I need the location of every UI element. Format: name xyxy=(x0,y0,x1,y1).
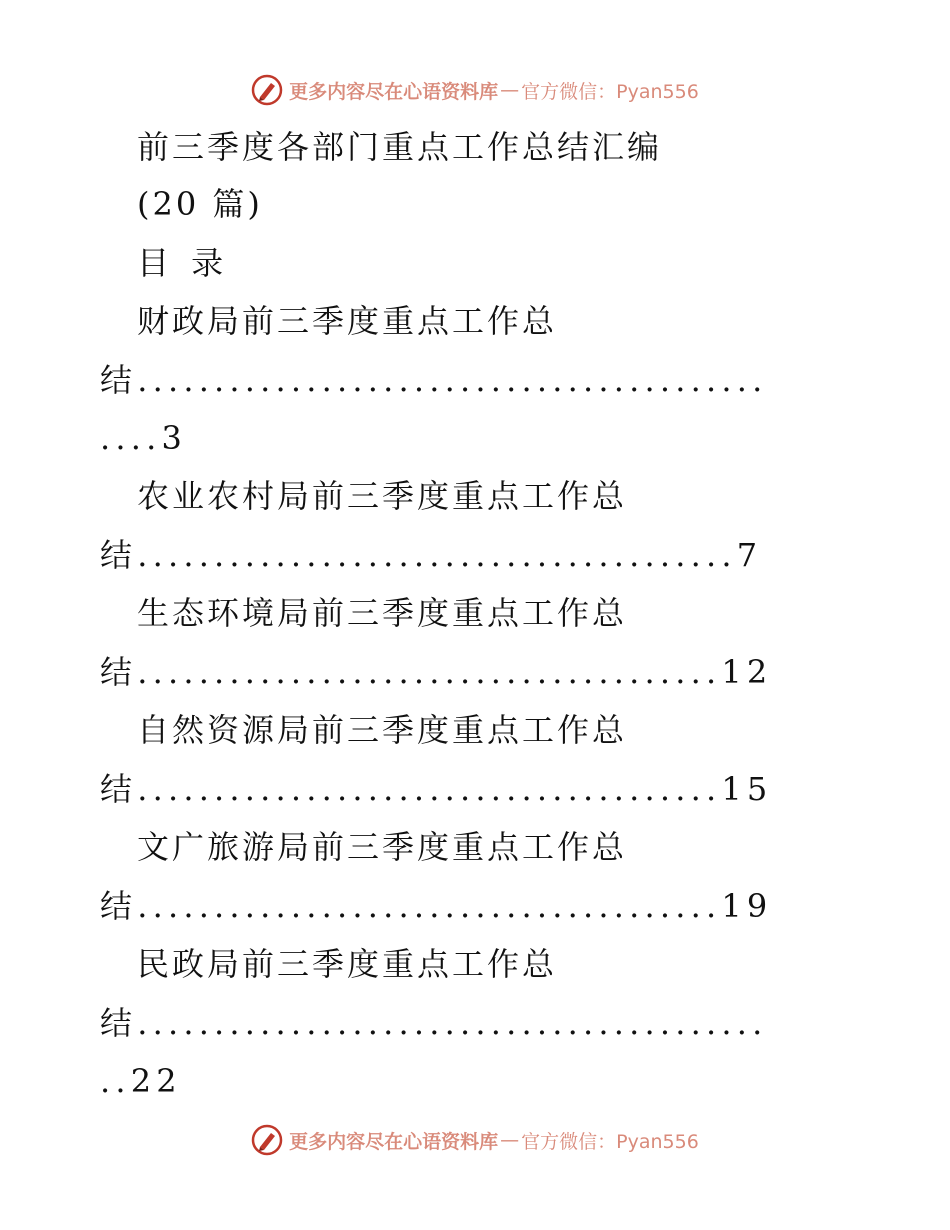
footer-watermark xyxy=(0,1120,950,1160)
watermark-text: 更多内容尽在心语资料库 xyxy=(289,1130,499,1153)
toc-entry-page: ..22 xyxy=(100,1062,182,1100)
toc-entry-leader: 结......................................... xyxy=(100,361,768,399)
watermark-contact: 官方微信：Pyan556 xyxy=(521,1130,699,1153)
toc-entry-leader: 结......................................19 xyxy=(100,887,773,925)
pen-logo-icon xyxy=(251,74,283,106)
document-title: 前三季度各部门重点工作总结汇编 xyxy=(137,128,663,166)
toc-entry-leader: 结......................................12 xyxy=(100,653,773,691)
watermark-dash: — xyxy=(500,79,520,101)
toc-entry-leader: 结......................................15 xyxy=(100,770,773,808)
toc-entry-page: ....3 xyxy=(100,419,188,457)
toc-entry-title: 民政局前三季度重点工作总 xyxy=(137,945,558,983)
toc-entry-leader: 结......................................... xyxy=(100,1004,768,1042)
watermark-text: 更多内容尽在心语资料库 xyxy=(289,80,499,103)
header-watermark xyxy=(0,70,950,110)
watermark-dash: — xyxy=(500,1129,520,1151)
toc-entry-leader: 结.......................................7 xyxy=(100,536,763,574)
toc-entry-title: 自然资源局前三季度重点工作总 xyxy=(137,711,628,749)
toc-entry-title: 财政局前三季度重点工作总 xyxy=(137,302,558,340)
toc-entry-title: 生态环境局前三季度重点工作总 xyxy=(137,594,628,632)
document-subtitle: (20 篇) xyxy=(137,185,263,223)
pen-logo-icon xyxy=(251,1124,283,1156)
toc-entry-title: 文广旅游局前三季度重点工作总 xyxy=(137,828,628,866)
toc-heading: 目 录 xyxy=(137,244,230,282)
toc-entry-title: 农业农村局前三季度重点工作总 xyxy=(137,477,628,515)
watermark-contact: 官方微信：Pyan556 xyxy=(521,80,699,103)
